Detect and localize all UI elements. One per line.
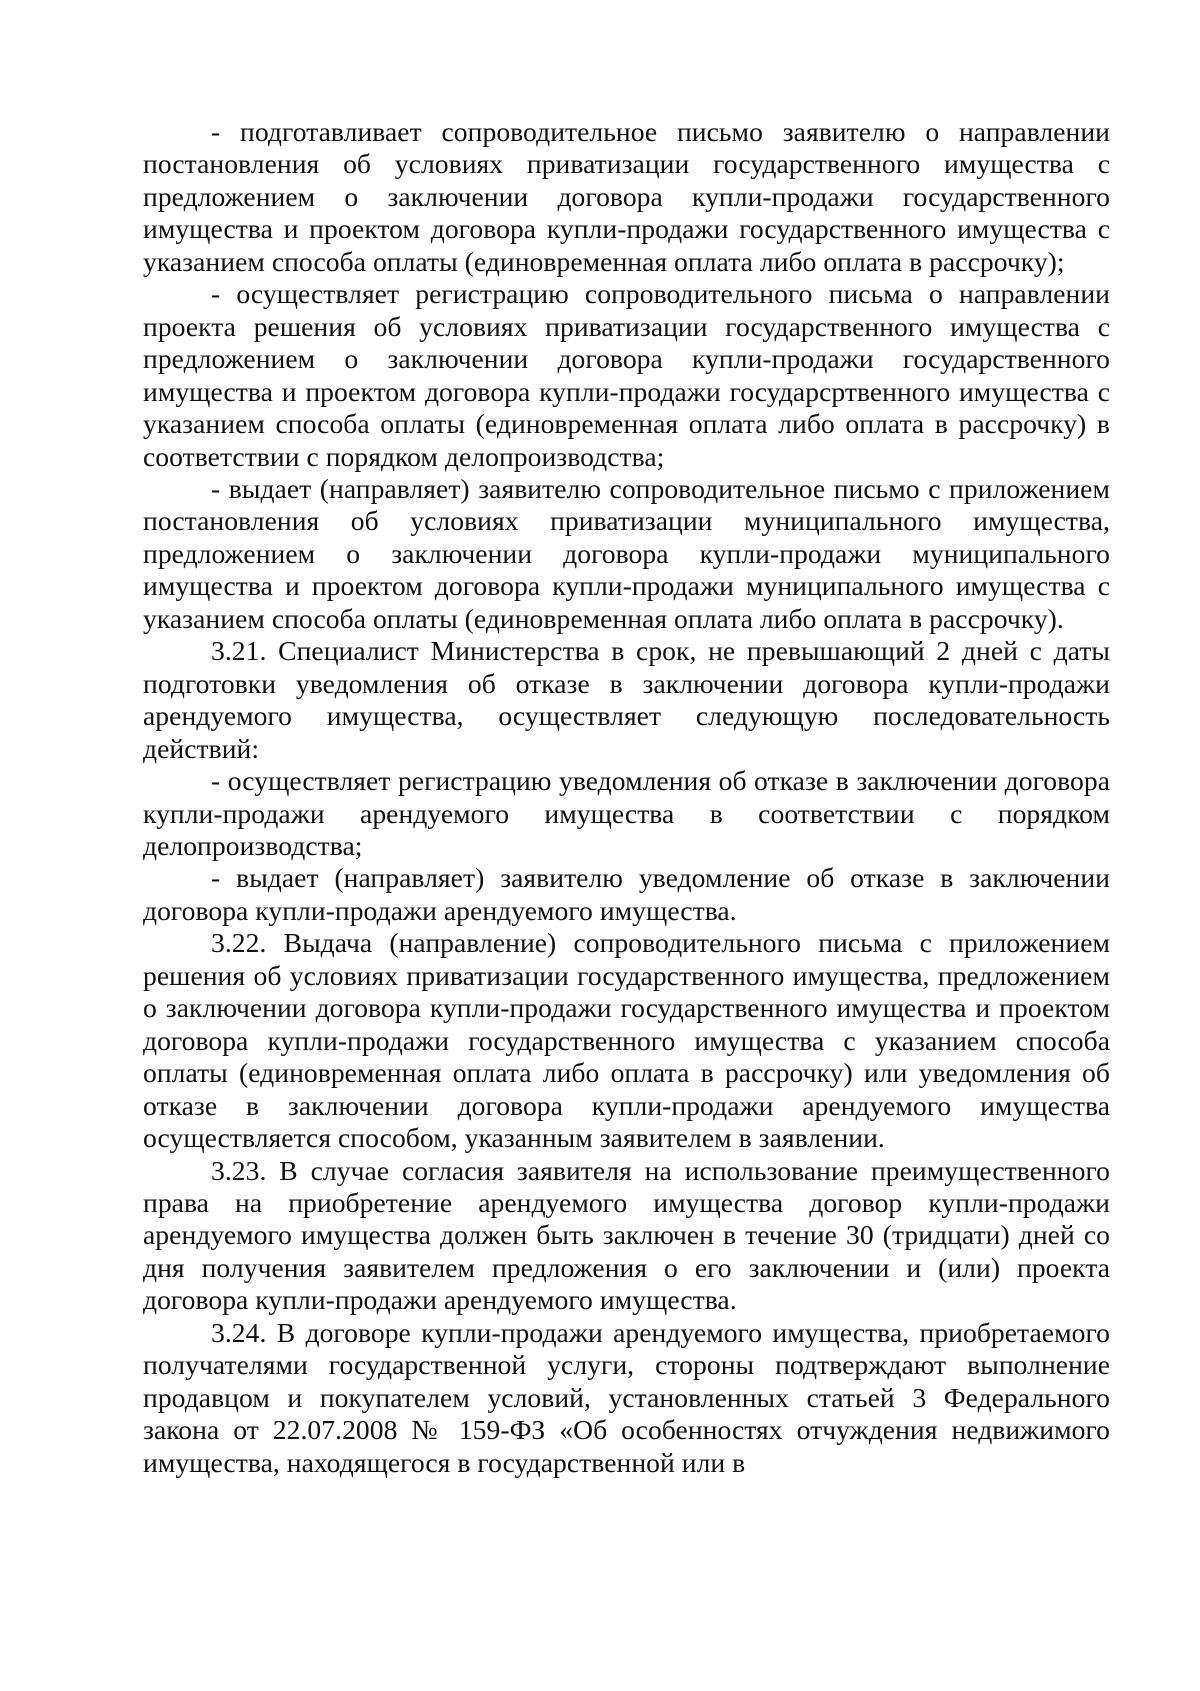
- paragraph-3-22: 3.22. Выдача (направление) сопроводительного письма с приложением решения об условиях приватизации государственного имущества, предложением о заключении договора купли-продажи государственного имущества и проектом договора купли-продажи государственного имущества с указанием способа оплаты (единовременная оплата либо оплата в рассрочку) или уведомления об отказе в заключении договора купли-продажи арендуемого имущества осуществляется способом, указанным заявителем в заявлении.: [143, 927, 1110, 1154]
- paragraph-prepare-cover-letter: - подготавливает сопроводительное письмо заявителю о направлении постановления об условиях приватизации государственного имущества с предложением о заключении договора купли-продажи государственного имущества и проектом договора купли-продажи государственного имущества с указанием способа оплаты (единовременная оплата либо оплата в рассрочку);: [143, 116, 1110, 277]
- document-page: [143, 116, 1110, 1479]
- paragraph-3-23: 3.23. В случае согласия заявителя на использование преимущественного права на приобретение арендуемого имущества договор купли-продажи арендуемого имущества должен быть заключен в течение 30 (тридцати) дней со дня получения заявителем предложения о его заключении и (или) проекта договора купли-продажи арендуемого имущества.: [143, 1154, 1110, 1316]
- paragraph-register-cover-letter: - осуществляет регистрацию сопроводительного письма о направлении проекта решения об условиях приватизации государственного имущества с предложением о заключении договора купли-продажи государственного имущества и проектом договора купли-продажи государсртвенного имущества с указанием способа оплаты (единовременная оплата либо оплата в рассрочку) в соответствии с порядком делопроизводства;: [143, 278, 1110, 472]
- paragraph-3-24: 3.24. В договоре купли-продажи арендуемого имущества, приобретаемого получателями государственной услуги, стороны подтверждают выполнение продавцом и покупателем условий, установленных статьей 3 Федерального закона от 22.07.2008 № 159-ФЗ «Об особенностях отчуждения недвижимого имущества, находящегося в государственной или в: [143, 1316, 1110, 1478]
- paragraph-3-21: 3.21. Специалист Министерства в срок, не превышающий 2 дней с даты подготовки уведомления об отказе в заключении договора купли-продажи арендуемого имущества, осуществляет следующую последовательность действий:: [143, 635, 1110, 764]
- paragraph-issue-cover-letter: - выдает (направляет) заявителю сопроводительное письмо с приложением постановления об условиях приватизации муниципального имущества, предложением о заключении договора купли-продажи муниципального имущества и проектом договора купли-продажи муниципального имущества с указанием способа оплаты (единовременная оплата либо оплата в рассрочку).: [143, 472, 1110, 634]
- paragraph-issue-refusal: - выдает (направляет) заявителю уведомление об отказе в заключении договора купли-продажи арендуемого имущества.: [143, 862, 1110, 926]
- paragraph-register-refusal: - осуществляет регистрацию уведомления об отказе в заключении договора купли-продажи арендуемого имущества в соответствии с порядком делопроизводства;: [143, 765, 1110, 861]
